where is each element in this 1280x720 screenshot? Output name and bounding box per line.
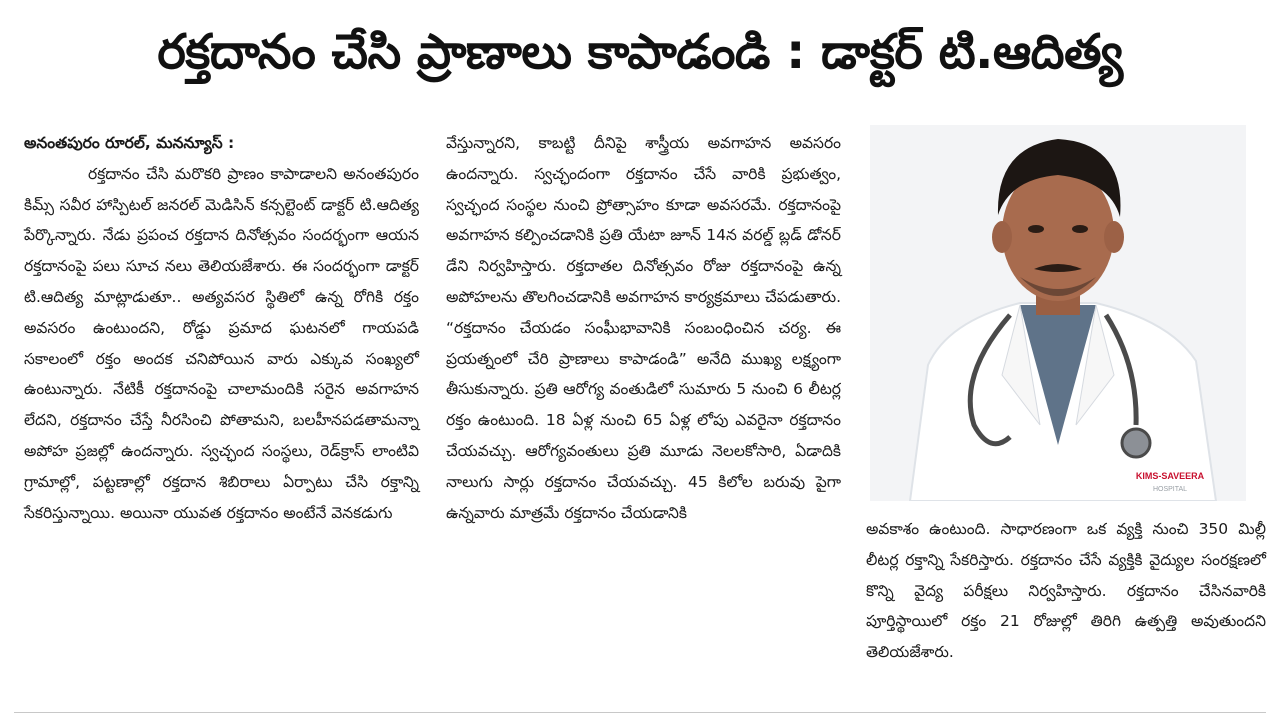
column-2-text: వేస్తున్నారని, కాబట్టి దీనిపై శాస్త్రీయ అవగాహన అవసరం ఉందన్నారు. స్వచ్ఛందంగా రక్తదానం చేసే వారికి ప్రభుత్వం, స్వచ్ఛంద సంస్థల నుంచి ప్రోత్సాహం కూడా అవసరమే. రక్తదానంపై అవగాహన కల్పించడానికి ప్రతి యేటా జూన్ 14న వరల్డ్ బ్లడ్ డోనర్ డేని నిర్వహిస్తారు. రక్తదాతల దినోత్సవం రోజు రక్తదానంపై ఉన్న అపోహలను తొలగించడానికి అవగాహన కార్యక్రమాలు చేపడుతారు. “రక్తదానం చేయడం సంఘీభావానికి సంబంధించిన చర్య. ఈ ప్రయత్నంలో చేరి ప్రాణాలు కాపాడండి” అనేది ముఖ్య లక్ష్యంగా తీసుకున్నారు. ప్రతి ఆరోగ్య వంతుడిలో సుమారు 5 నుంచి 6 లీటర్ల రక్తం ఉంటుంది. 18 ఏళ్ల నుంచి 65 ఏళ్ల లోపు ఎవరైనా రక్తదానం చేయవచ్చు. ఆరోగ్యవంతులు ప్రతి మూడు నెలలకోసారి, ఏడాదికి నాలుగు సార్లు రక్తదానం చేయవచ్చు. 45 కిలోల బరువు పైగా ఉన్నవారు మాత్రమే రక్తదానం చేయడానికి [446,134,841,522]
article-column-1 [24,128,419,528]
doctor-portrait-image [870,125,1246,501]
hospital-badge-text: KIMS-SAVEERA [1135,471,1205,481]
article-headline: రక్తదానం చేసి ప్రాణాలు కాపాడండి : డాక్టర్ టి.ఆదిత్య [157,24,1123,80]
dateline: అనంతపురం రూరల్, మనన్యూస్ : [24,134,235,152]
column-1-text: రక్తదానం చేసి మరొకరి ప్రాణం కాపాడాలని అనంతపురం కిమ్స్ సవీర హాస్పిటల్ జనరల్ మెడిసిన్ కన్సల్టెంట్ డాక్టర్ టి.ఆదిత్య పేర్కొన్నారు. నేడు ప్రపంచ రక్తదాన దినోత్సవం సందర్భంగా ఆయన రక్తదానంపై పలు సూచ నలు తెలియజేశారు. ఈ సందర్భంగా డాక్టర్ టి.ఆదిత్య మాట్లాడుతూ.. అత్యవసర స్థితిలో ఉన్న రోగికి రక్తం అవసరం ఉంటుందని, రోడ్డు ప్రమాద ఘటనలో గాయపడి సకాలంలో రక్తం అందక చనిపోయిన వారు ఎక్కువ సంఖ్యలో ఉంటున్నారు. నేటికీ రక్తదానంపై చాలామందికి సరైన అవగాహన లేదని, రక్తదానం చేస్తే నీరసించి పోతామని, బలహీనపడతామన్నా అపోహ ప్రజల్లో ఉందన్నారు. స్వచ్ఛంద సంస్థలు, రెడ్‌క్రాస్ లాంటివి గ్రామాల్లో, పట్టణాల్లో రక్తదాన శిబిరాలు ఏర్పాటు చేసి రక్తాన్ని సేకరిస్తున్నాయి. అయినా యువత రక్తదానం అంటేనే వెనకడుగు [24,164,419,522]
article-column-2 [446,128,841,528]
column-3-text: అవకాశం ఉంటుంది. సాధారణంగా ఒక వ్యక్తి నుంచి 350 మిల్లీ లీటర్ల రక్తాన్ని సేకరిస్తారు. రక్తదానం చేసే వ్యక్తికి వైద్యుల సంరక్షణలో కొన్ని వైద్య పరీక్షలు నిర్వహిస్తారు. రక్తదానం చేసినవారికి పూర్తిస్థాయిలో రక్తం 21 రోజుల్లో తిరిగి ఉత్పత్తి అవుతుందని తెలియజేశారు. [866,520,1266,662]
doctor-photo [870,125,1246,501]
bottom-divider [14,712,1266,713]
article-column-3 [866,514,1266,668]
hospital-badge-subtext: HOSPITAL [1152,486,1188,493]
